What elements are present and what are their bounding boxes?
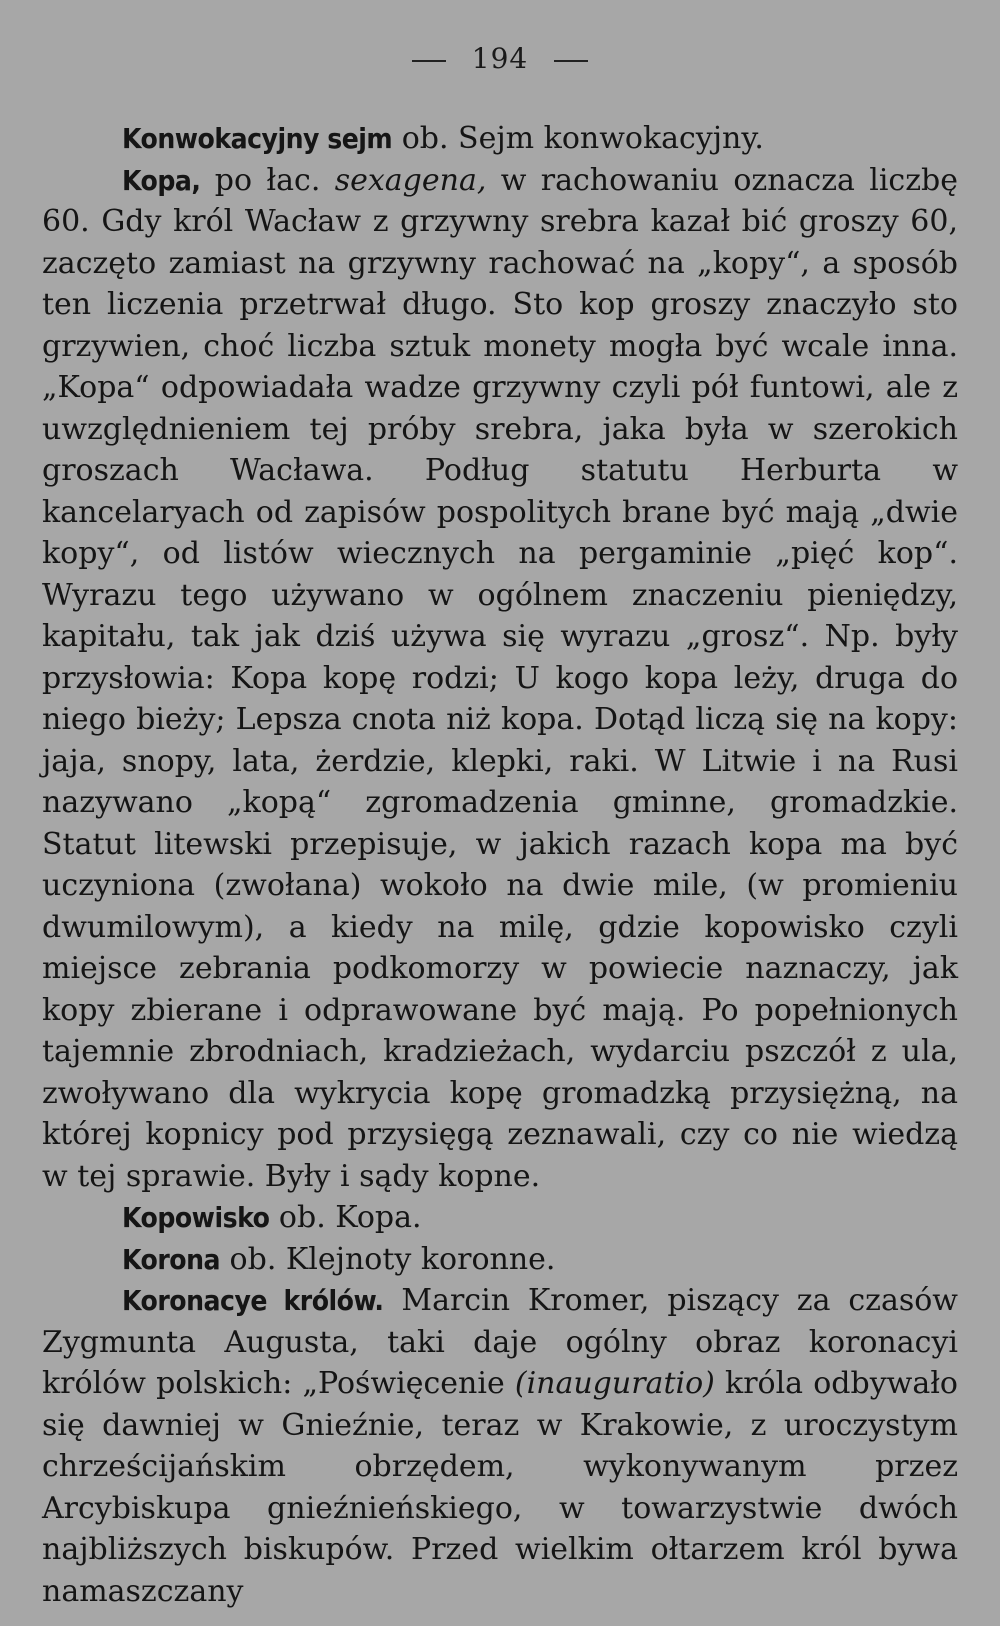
entry-headword: Korona [122,1242,221,1276]
page-number-value: 194 [471,42,529,75]
entry-headword: Konwokacyjny sejm [122,122,393,155]
entry-koronacye-krolow [42,1280,958,1612]
entry-headword: Koronacye królów. [122,1284,384,1317]
entry-konwokacyjny-sejm [42,118,958,160]
page-number-right-dash [554,60,588,62]
entry-kopa [42,160,958,1198]
page-number [0,42,1000,75]
entry-headword: Kopa, [122,163,201,197]
entry-korona [42,1239,958,1281]
entry-body: ob. Kopa. [269,1200,422,1235]
entry-body: w rachowaniu oznacza liczbę 60. Gdy król Wacław z grzywny srebra kazał bić groszy 60, zaczęto zamiast na grzywny rachować na „kopy“, a sposób ten liczenia przetrwał długo. Sto kop groszy znaczyło sto grzywien, choć liczba sztuk monety mogła być wcale inna. „Kopa“ odpowiadała wadze grzywny czyli pół funtowi, ale z uwzględnieniem tej próby srebra, jaka była w szerokich groszach Wacława. Podług statutu Herburta w kancelaryach od zapisów pospolitych brane być mają „dwie kopy“, od listów wiecznych na pergaminie „pięć kop“. Wyrazu tego używano w ogólnem znaczeniu pieniędzy, kapitału, tak jak dziś używa się wyrazu „grosz“. Np. były przysłowia: Kopa kopę rodzi; U kogo kopa leży, druga do niego bieży; Lepsza cnota niż kopa. Dotąd liczą się na kopy: jaja, snopy, lata, żerdzie, klepki, raki. W Litwie i na Rusi nazywano „kopą“ zgromadzenia gminne, gromadzkie. Statut litewski przepisuje, w jakich razach kopa ma być uczyniona (zwołana) wokoło na dwie mile, (w promieniu dwumilowym), a kiedy na milę, gdzie kopowisko czyli miejsce zebrania podkomorzy w powiecie naznaczy, jak kopy zbierane i odprawowane być mają. Po popełnionych tajemnie zbrodniach, kradzieżach, wydarciu pszczół z ula, zwoływano dla wykrycia kopę gromadzką przysiężną, na której kopnicy pod przysięgą zeznawali, czy co nie wiedzą w tej sprawie. Były i sądy kopne. [42,162,959,1194]
entry-body: ob. Sejm konwokacyjny. [392,121,764,156]
entry-kopowisko [42,1197,958,1239]
page-number-left-dash [412,60,446,62]
entry-body-start: Marcin Kromer, piszący za czasów Zygmunta Augusta, taki daje ogólny obraz koronacyi królów polskich: „Poświęcenie [42,1283,958,1401]
entry-latin-term: sexagena, [334,162,487,198]
entry-body: króla odbywało się dawniej w Gnieźnie, teraz w Krakowie, z uroczystym chrześcijańskim obrzędem, wykonywanym przez Arcybiskupa gnieźnieńskiego, w towarzystwie dwóch najbliższych biskupów. Przed wielkim ołtarzem król bywa namaszczany [42,1366,958,1609]
entry-body: ob. Klejnoty koronne. [220,1241,556,1277]
page-text [42,118,958,1612]
entry-headword: Kopowisko [122,1201,270,1234]
entry-body-start: po łac. [200,162,335,198]
entry-latin-term: (inauguratio) [514,1366,715,1401]
